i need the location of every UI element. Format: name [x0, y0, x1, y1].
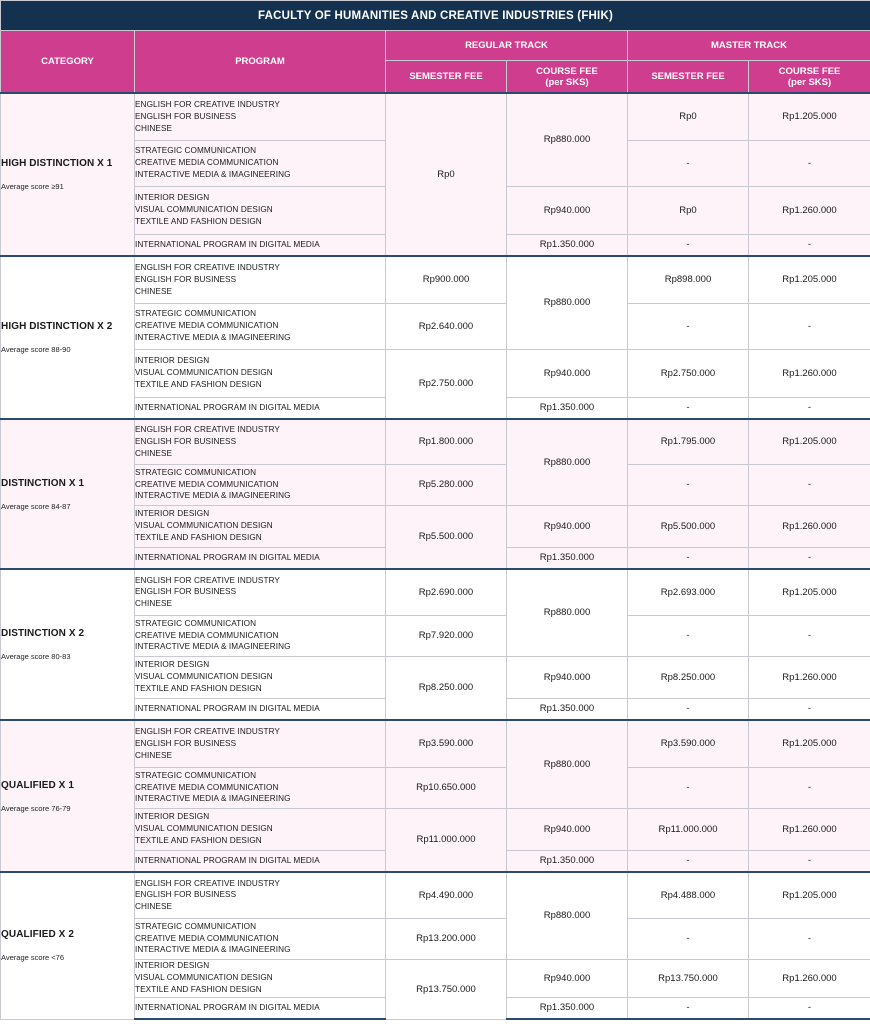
regular-semester-fee: Rp900.000 — [386, 256, 507, 303]
program-name: INTERIOR DESIGN — [135, 356, 210, 366]
program-cell — [135, 872, 386, 918]
master-semester-fee: - — [628, 547, 749, 569]
program-name: CHINESE — [135, 286, 173, 296]
master-course-fee: - — [749, 464, 870, 505]
program-name: CREATIVE MEDIA COMMUNICATION — [135, 782, 279, 792]
regular-semester-fee: Rp5.500.000 — [386, 505, 507, 569]
program-cell — [135, 720, 386, 767]
master-semester-fee: Rp13.750.000 — [628, 959, 749, 997]
master-semester-fee: - — [628, 918, 749, 959]
program-name: INTERNATIONAL PROGRAM IN DIGITAL MEDIA — [135, 552, 320, 562]
regular-course-fee: Rp1.350.000 — [507, 234, 628, 256]
program-name: ENGLISH FOR BUSINESS — [135, 738, 237, 748]
master-semester-fee: Rp8.250.000 — [628, 656, 749, 698]
master-semester-fee: - — [628, 397, 749, 419]
course-fee-label: COURSE FEE — [778, 65, 841, 77]
regular-course-fee: Rp1.350.000 — [507, 997, 628, 1019]
master-semester-fee: Rp1.795.000 — [628, 419, 749, 464]
program-name: INTERACTIVE MEDIA & IMAGINEERING — [135, 794, 291, 804]
master-course-fee: - — [749, 850, 870, 872]
program-name: STRATEGIC COMMUNICATION — [135, 146, 257, 156]
regular-semester-fee: Rp8.250.000 — [386, 656, 507, 720]
program-name: INTERNATIONAL PROGRAM IN DIGITAL MEDIA — [135, 1002, 320, 1012]
program-name: TEXTILE AND FASHION DESIGN — [135, 683, 262, 693]
program-name: ENGLISH FOR BUSINESS — [135, 587, 237, 597]
master-semester-fee: - — [628, 997, 749, 1019]
program-name: CHINESE — [135, 448, 173, 458]
program-cell — [135, 997, 386, 1019]
program-name: INTERNATIONAL PROGRAM IN DIGITAL MEDIA — [135, 855, 320, 865]
program-name: TEXTILE AND FASHION DESIGN — [135, 379, 262, 389]
program-name: CHINESE — [135, 123, 173, 133]
table-title: FACULTY OF HUMANITIES AND CREATIVE INDUSTRIES (FHIK) — [1, 1, 870, 31]
regular-semester-fee: Rp13.200.000 — [386, 918, 507, 959]
program-name: VISUAL COMMUNICATION DESIGN — [135, 205, 273, 215]
category-cell — [1, 569, 135, 720]
program-cell — [135, 850, 386, 872]
header-master-semester-fee: SEMESTER FEE — [628, 61, 749, 94]
program-name: INTERNATIONAL PROGRAM IN DIGITAL MEDIA — [135, 703, 320, 713]
master-course-fee: - — [749, 547, 870, 569]
regular-semester-fee: Rp3.590.000 — [386, 720, 507, 767]
master-semester-fee: - — [628, 234, 749, 256]
regular-course-fee: Rp940.000 — [507, 959, 628, 997]
master-course-fee: - — [749, 140, 870, 186]
category-name: QUALIFIED X 1 — [1, 779, 74, 791]
program-name: INTERNATIONAL PROGRAM IN DIGITAL MEDIA — [135, 402, 320, 412]
master-course-fee: - — [749, 698, 870, 720]
program-name: TEXTILE AND FASHION DESIGN — [135, 984, 262, 994]
master-semester-fee: Rp3.590.000 — [628, 720, 749, 767]
program-name: VISUAL COMMUNICATION DESIGN — [135, 368, 273, 378]
regular-semester-fee: Rp2.750.000 — [386, 349, 507, 419]
header-regular-course-fee — [507, 61, 628, 94]
regular-course-fee: Rp880.000 — [507, 93, 628, 186]
program-cell — [135, 698, 386, 720]
program-cell — [135, 140, 386, 186]
program-cell — [135, 186, 386, 234]
program-cell — [135, 464, 386, 505]
course-fee-unit: (per SKS) — [787, 76, 832, 88]
regular-course-fee: Rp940.000 — [507, 656, 628, 698]
program-name: INTERACTIVE MEDIA & IMAGINEERING — [135, 491, 291, 501]
regular-course-fee: Rp1.350.000 — [507, 698, 628, 720]
program-cell — [135, 808, 386, 850]
master-course-fee: - — [749, 234, 870, 256]
header-master-course-fee — [749, 61, 870, 94]
regular-semester-fee: Rp0 — [386, 93, 507, 256]
master-semester-fee: Rp2.750.000 — [628, 349, 749, 397]
category-cell — [1, 872, 135, 1019]
regular-semester-fee: Rp1.800.000 — [386, 419, 507, 464]
category-average: Average score 80-83 — [1, 652, 71, 661]
program-cell — [135, 93, 386, 140]
category-average: Average score ≥91 — [1, 182, 64, 191]
master-course-fee: Rp1.260.000 — [749, 186, 870, 234]
category-average: Average score <76 — [1, 953, 65, 963]
regular-semester-fee: Rp11.000.000 — [386, 808, 507, 872]
category-cell — [1, 419, 135, 569]
program-name: INTERIOR DESIGN — [135, 961, 210, 971]
regular-course-fee: Rp880.000 — [507, 256, 628, 349]
program-name: ENGLISH FOR BUSINESS — [135, 111, 237, 121]
regular-semester-fee: Rp5.280.000 — [386, 464, 507, 505]
category-average: Average score 88-90 — [1, 345, 71, 354]
category-name: HIGH DISTINCTION X 2 — [1, 321, 113, 332]
category-name: QUALIFIED X 2 — [1, 929, 74, 941]
regular-course-fee: Rp1.350.000 — [507, 397, 628, 419]
program-name: ENGLISH FOR BUSINESS — [135, 274, 237, 284]
program-name: VISUAL COMMUNICATION DESIGN — [135, 672, 273, 682]
program-name: ENGLISH FOR CREATIVE INDUSTRY — [135, 263, 280, 273]
master-semester-fee: Rp5.500.000 — [628, 505, 749, 547]
regular-course-fee: Rp940.000 — [507, 808, 628, 850]
program-cell — [135, 767, 386, 808]
program-cell — [135, 303, 386, 349]
header-regular-semester-fee: SEMESTER FEE — [386, 61, 507, 94]
program-name: INTERACTIVE MEDIA & IMAGINEERING — [135, 642, 291, 652]
category-name: DISTINCTION X 1 — [1, 477, 85, 489]
category-name: DISTINCTION X 2 — [1, 628, 85, 639]
program-name: ENGLISH FOR CREATIVE INDUSTRY — [135, 878, 280, 888]
program-name: STRATEGIC COMMUNICATION — [135, 770, 257, 780]
program-name: INTERACTIVE MEDIA & IMAGINEERING — [135, 169, 291, 179]
master-course-fee: Rp1.260.000 — [749, 656, 870, 698]
regular-semester-fee: Rp7.920.000 — [386, 615, 507, 656]
master-semester-fee: Rp2.693.000 — [628, 569, 749, 615]
program-cell — [135, 349, 386, 397]
category-name: HIGH DISTINCTION X 1 — [1, 158, 113, 169]
regular-semester-fee: Rp2.690.000 — [386, 569, 507, 615]
program-name: STRATEGIC COMMUNICATION — [135, 921, 257, 931]
program-name: ENGLISH FOR CREATIVE INDUSTRY — [135, 425, 280, 435]
regular-course-fee: Rp1.350.000 — [507, 850, 628, 872]
category-cell — [1, 720, 135, 872]
program-cell — [135, 547, 386, 569]
master-semester-fee: - — [628, 140, 749, 186]
category-average: Average score 76-79 — [1, 803, 71, 813]
program-name: TEXTILE AND FASHION DESIGN — [135, 835, 262, 845]
category-cell — [1, 93, 135, 256]
program-name: INTERIOR DESIGN — [135, 812, 210, 822]
master-course-fee: - — [749, 303, 870, 349]
course-fee-unit: (per SKS) — [545, 76, 589, 88]
master-semester-fee: - — [628, 464, 749, 505]
program-name: INTERIOR DESIGN — [135, 660, 210, 670]
regular-course-fee: Rp1.350.000 — [507, 547, 628, 569]
category-average: Average score 84-87 — [1, 501, 71, 511]
program-name: INTERACTIVE MEDIA & IMAGINEERING — [135, 945, 291, 955]
program-cell — [135, 959, 386, 997]
master-course-fee: Rp1.260.000 — [749, 808, 870, 850]
regular-course-fee: Rp880.000 — [507, 720, 628, 808]
program-cell — [135, 615, 386, 656]
program-name: INTERNATIONAL PROGRAM IN DIGITAL MEDIA — [135, 239, 320, 249]
master-course-fee: Rp1.205.000 — [749, 872, 870, 918]
regular-course-fee: Rp940.000 — [507, 349, 628, 397]
master-semester-fee: - — [628, 303, 749, 349]
master-course-fee: Rp1.260.000 — [749, 349, 870, 397]
master-semester-fee: - — [628, 850, 749, 872]
master-semester-fee: Rp0 — [628, 93, 749, 140]
regular-course-fee: Rp880.000 — [507, 419, 628, 505]
program-name: TEXTILE AND FASHION DESIGN — [135, 532, 262, 542]
master-course-fee: - — [749, 397, 870, 419]
program-name: TEXTILE AND FASHION DESIGN — [135, 216, 262, 226]
program-name: STRATEGIC COMMUNICATION — [135, 467, 257, 477]
regular-semester-fee: Rp2.640.000 — [386, 303, 507, 349]
header-regular-track: REGULAR TRACK — [386, 31, 628, 61]
master-semester-fee: Rp0 — [628, 186, 749, 234]
master-course-fee: Rp1.205.000 — [749, 569, 870, 615]
master-semester-fee: - — [628, 698, 749, 720]
program-name: CHINESE — [135, 902, 173, 912]
program-name: CHINESE — [135, 599, 173, 609]
program-name: CREATIVE MEDIA COMMUNICATION — [135, 158, 279, 168]
program-name: STRATEGIC COMMUNICATION — [135, 309, 257, 319]
master-course-fee: - — [749, 997, 870, 1019]
program-cell — [135, 397, 386, 419]
program-name: ENGLISH FOR CREATIVE INDUSTRY — [135, 727, 280, 737]
program-cell — [135, 918, 386, 959]
master-course-fee: - — [749, 767, 870, 808]
program-name: CREATIVE MEDIA COMMUNICATION — [135, 479, 279, 489]
master-semester-fee: Rp4.488.000 — [628, 872, 749, 918]
program-name: INTERIOR DESIGN — [135, 509, 210, 519]
regular-course-fee: Rp880.000 — [507, 569, 628, 656]
category-cell — [1, 256, 135, 419]
program-name: ENGLISH FOR BUSINESS — [135, 436, 237, 446]
master-course-fee: - — [749, 918, 870, 959]
master-course-fee: Rp1.260.000 — [749, 505, 870, 547]
master-course-fee: Rp1.260.000 — [749, 959, 870, 997]
program-name: CREATIVE MEDIA COMMUNICATION — [135, 321, 279, 331]
program-name: ENGLISH FOR CREATIVE INDUSTRY — [135, 100, 280, 110]
regular-semester-fee: Rp13.750.000 — [386, 959, 507, 1019]
regular-semester-fee: Rp4.490.000 — [386, 872, 507, 918]
program-cell — [135, 419, 386, 464]
master-course-fee: Rp1.205.000 — [749, 419, 870, 464]
program-name: VISUAL COMMUNICATION DESIGN — [135, 824, 273, 834]
program-cell — [135, 569, 386, 615]
program-name: CREATIVE MEDIA COMMUNICATION — [135, 933, 279, 943]
program-name: ENGLISH FOR BUSINESS — [135, 890, 237, 900]
master-course-fee: Rp1.205.000 — [749, 256, 870, 303]
master-semester-fee: Rp898.000 — [628, 256, 749, 303]
regular-course-fee: Rp940.000 — [507, 186, 628, 234]
master-course-fee: Rp1.205.000 — [749, 93, 870, 140]
program-name: INTERIOR DESIGN — [135, 193, 210, 203]
master-course-fee: - — [749, 615, 870, 656]
program-cell — [135, 256, 386, 303]
program-name: ENGLISH FOR CREATIVE INDUSTRY — [135, 575, 280, 585]
program-cell — [135, 234, 386, 256]
master-semester-fee: Rp11.000.000 — [628, 808, 749, 850]
master-course-fee: Rp1.205.000 — [749, 720, 870, 767]
header-program: PROGRAM — [135, 31, 386, 94]
program-name: STRATEGIC COMMUNICATION — [135, 618, 257, 628]
regular-semester-fee: Rp10.650.000 — [386, 767, 507, 808]
course-fee-label: COURSE FEE — [536, 65, 598, 77]
program-cell — [135, 505, 386, 547]
master-semester-fee: - — [628, 767, 749, 808]
program-name: CREATIVE MEDIA COMMUNICATION — [135, 630, 279, 640]
master-semester-fee: - — [628, 615, 749, 656]
regular-course-fee: Rp940.000 — [507, 505, 628, 547]
header-master-track: MASTER TRACK — [628, 31, 870, 61]
header-category: CATEGORY — [1, 31, 135, 94]
program-cell — [135, 656, 386, 698]
program-name: VISUAL COMMUNICATION DESIGN — [135, 521, 273, 531]
program-name: CHINESE — [135, 750, 173, 760]
program-name: VISUAL COMMUNICATION DESIGN — [135, 973, 273, 983]
program-name: INTERACTIVE MEDIA & IMAGINEERING — [135, 332, 291, 342]
regular-course-fee: Rp880.000 — [507, 872, 628, 959]
